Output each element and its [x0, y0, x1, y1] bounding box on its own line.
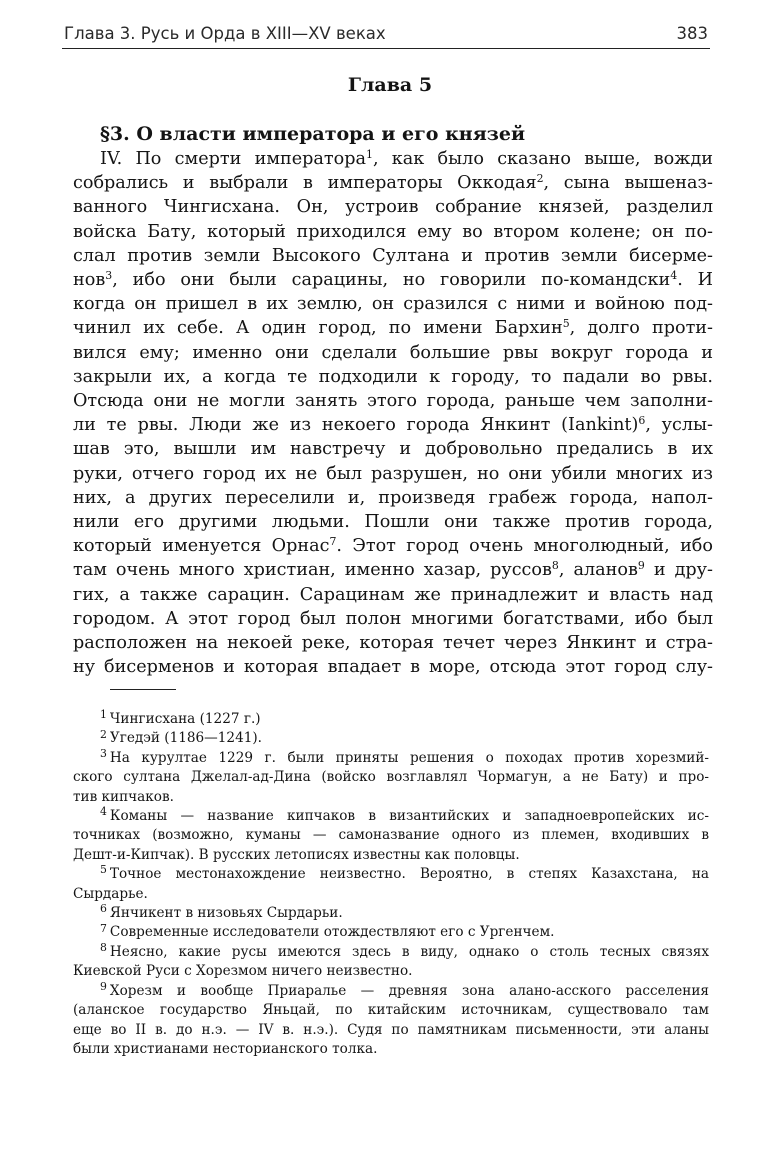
body-line-text: шав это, вышли им навстречу и добровольно предались в их: [73, 439, 713, 460]
running-title: Глава 3. Русь и Орда в XIII—XV веках: [64, 24, 386, 43]
body-line: [73, 631, 713, 655]
body-line-text: , ибо они были сарацины, но говорили по-командски: [112, 270, 671, 291]
footnote-line: [73, 904, 709, 923]
footnote-number: 6: [100, 902, 107, 916]
footnote-line: [73, 940, 709, 962]
footnote-text: Хорезм и вообще Приаралье — древняя зона алано-асского расселения: [109, 982, 709, 999]
body-line: [73, 389, 713, 413]
body-line: [73, 462, 713, 486]
footnote-ref: 4: [670, 269, 678, 283]
footnote-line: [73, 923, 709, 942]
footnote-text: Дешт-и-Кипчак). В русских летописях известны как половцы.: [73, 846, 520, 863]
body-line: [73, 341, 713, 365]
footnote-ref: 7: [329, 535, 337, 549]
body-line-text: расположен на некоей реке, которая течет через Янкинт и стра-: [73, 633, 713, 654]
footnote-ref: 6: [638, 414, 646, 428]
body-line-text: , услы-: [645, 415, 713, 436]
footnote-text: (аланское государство Яньцай, по китайским источникам, существовало там: [73, 1002, 709, 1019]
body-line-text: них, а других переселили и, произведя грабеж города, напол-: [73, 487, 713, 508]
body-line-text: IV. По смерти императора: [100, 149, 366, 169]
footnote-line: [73, 885, 709, 904]
body-line: [73, 534, 713, 558]
footnote-text: были христианами несторианского толка.: [73, 1040, 378, 1057]
footnote-ref: 9: [637, 559, 645, 573]
footnote-ref: 1: [365, 148, 373, 161]
footnote-line: [73, 807, 709, 826]
body-line: [73, 244, 713, 268]
body-line: [73, 195, 713, 219]
footnote-ref: 8: [551, 559, 559, 573]
body-line: [73, 413, 713, 437]
body-line-text: , долго проти-: [569, 318, 713, 339]
footnote-ref: 2: [536, 172, 544, 186]
footnote-text: Киевской Руси с Хорезмом ничего неизвестно.: [73, 963, 413, 980]
body-line: [73, 558, 713, 582]
body-line-text: собрались и выбрали в императоры Оккодая: [73, 173, 537, 194]
body-line: [73, 583, 713, 607]
body-line: [73, 607, 713, 631]
body-line-text: . Этот город очень многолюдный, ибо: [336, 536, 713, 557]
footnote-text: Современные исследователи отождествляют его с Ургенчем.: [109, 924, 555, 941]
chapter-title: Глава 5: [347, 74, 433, 96]
body-line: [73, 437, 713, 461]
section-title: §3. О власти императора и его князей: [100, 123, 526, 145]
footnote-line: [73, 1021, 709, 1040]
footnotes: [73, 710, 709, 1059]
body-line-text: вился ему; именно они сделали большие рвы вокруг города и: [73, 342, 713, 363]
body-line-text: чинил их себе. А один город, по имени Бархин: [73, 318, 563, 339]
footnote-text: Янчикент в низовьях Сырдарьи.: [109, 905, 343, 922]
body-line-text: городом. А этот город был полон многими богатствами, ибо был: [73, 608, 713, 629]
page-number: 383: [676, 24, 708, 43]
footnote-text: Неясно, какие русы имеются здесь в виду, однако о столь тесных связях: [109, 943, 709, 960]
body-line-text: нили его другими людьми. Пошли они также против города,: [73, 512, 713, 533]
body-line-text: слал против земли Высокого Султана и против земли бисерме-: [73, 245, 713, 266]
footnote-text: Чингисхана (1227 г.): [109, 711, 261, 727]
footnote-line: [73, 1040, 709, 1059]
body-line-text: ли те рвы. Люди же из некоего города Янкинт (Iankint): [73, 415, 639, 436]
footnote-separator: [110, 689, 176, 690]
footnote-line: [73, 710, 709, 729]
body-line: [73, 486, 713, 510]
footnote-text: Угедэй (1186—1241).: [109, 730, 262, 747]
body-line-text: там очень много христиан, именно хазар, руссов: [73, 560, 552, 581]
body-line-text: закрыли их, а когда те подходили к городу, то падали во рвы.: [73, 366, 713, 387]
body-line: [73, 268, 713, 292]
body-line: [73, 147, 713, 171]
footnote-number: 9: [100, 979, 107, 993]
footnote-number: 8: [100, 940, 107, 954]
body-line-text: войска Бату, который приходился ему во втором колене; он по-: [73, 221, 713, 242]
footnote-number: 5: [100, 863, 107, 877]
body-line-text: Отсюда они не могли занять этого города, раньше чем заполни-: [73, 391, 713, 412]
body-line-text: ванного Чингисхана. Он, устроив собрание князей, разделил: [73, 197, 713, 218]
body-line-text: когда он пришел в их землю, он сразился с ними и войною под-: [73, 294, 713, 315]
footnote-line: [73, 729, 709, 748]
footnote-number: 4: [100, 805, 107, 819]
footnote-text: точниках (возможно, куманы — самоназвание одного из племен, входивших в: [73, 827, 709, 844]
footnote-text: еще во II в. до н.э. — IV в. н.э.). Судя по памятникам письменности, эти аланы: [73, 1021, 709, 1038]
footnote-ref: 5: [562, 317, 570, 331]
footnote-text: Сырдарье.: [73, 885, 148, 902]
body-line-text: который именуется Орнас: [73, 536, 330, 557]
footnote-line: [73, 768, 709, 787]
footnote-text: ского султана Джелал-ад-Дина (войско возглавлял Чормагун, а не Бату) и про-: [73, 769, 709, 786]
footnote-number: 7: [100, 921, 107, 935]
footnote-number: 2: [100, 727, 107, 741]
body-line-text: ну бисерменов и которая впадает в море, отсюда этот город слу-: [73, 657, 713, 678]
footnote-line: [73, 962, 709, 981]
body-line: [73, 316, 713, 340]
body-line-text: нов: [73, 270, 106, 291]
footnote-line: [73, 865, 709, 884]
running-header: [62, 20, 710, 49]
footnote-text: На курултае 1229 г. были приняты решения о походах против хорезмий-: [109, 749, 709, 766]
body-line: [73, 510, 713, 534]
body-line-text: , как было сказано выше, вожди: [372, 149, 713, 169]
footnote-line: [73, 788, 709, 807]
footnote-line: [73, 1001, 709, 1020]
footnote-line: [73, 746, 709, 768]
body-line: [73, 171, 713, 195]
footnote-line: [73, 979, 709, 1001]
footnote-number: 3: [100, 746, 107, 760]
body-line-text: и дру-: [644, 560, 713, 581]
body-line: [73, 220, 713, 244]
footnote-line: [73, 826, 709, 845]
body-text: [73, 147, 713, 679]
body-line: [73, 655, 713, 679]
footnote-ref: 3: [105, 269, 113, 283]
footnote-number: 1: [100, 708, 107, 722]
footnote-line: [73, 846, 709, 865]
body-line: [73, 292, 713, 316]
body-line: [73, 365, 713, 389]
footnote-text: тив кипчаков.: [73, 788, 174, 805]
body-line-text: . И: [677, 270, 713, 291]
footnote-text: Точное местонахождение неизвестно. Вероятно, в степях Казахстана, на: [109, 866, 709, 883]
body-line-text: руки, отчего город их не был разрушен, но они убили многих из: [73, 463, 713, 484]
body-line-text: , аланов: [558, 560, 638, 581]
footnote-text: Команы — название кипчаков в византийских и западноевропейских ис-: [109, 808, 709, 825]
body-line-text: гих, а также сарацин. Сарацинам же принадлежит и власть над: [73, 584, 713, 605]
body-line-text: , сына вышеназ-: [543, 173, 713, 194]
